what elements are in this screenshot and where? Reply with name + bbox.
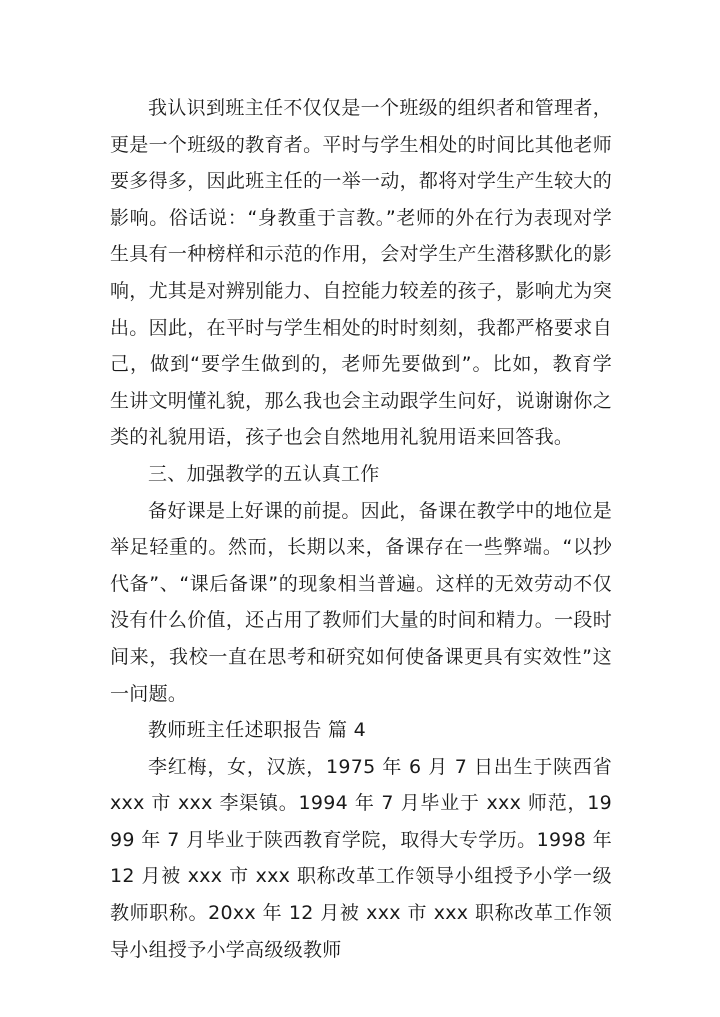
- document-page: [110, 90, 612, 968]
- section-heading-five-diligent: 三、加强教学的五认真工作: [148, 462, 380, 485]
- paragraph-teacher-role: 我认识到班主任不仅仅是一个班级的组织者和管理者，更是一个班级的教育者。平时与学生相处的时间比其他老师要多得多，因此班主任的一举一动，都将对学生产生较大的影响。俗话说：“身教重于言教。”老师的外在行为表现对学生具有一种榜样和示范的作用，会对学生产生潜移默化的影响，尤其是对辨别能力、自控能力较差的孩子，影响尤为突出。因此，在平时与学生相处的时时刻刻，我都严格要求自己，做到“要学生做到的，老师先要做到”。比如，教育学生讲文明懂礼貌，那么我也会主动跟学生问好，说谢谢你之类的礼貌用语，孩子也会自然地用礼貌用语来回答我。: [110, 97, 612, 449]
- paragraph-lesson-prep: 备好课是上好课的前提。因此，备课在教学中的地位是举足轻重的。然而，长期以来，备课存在一些弊端。“以抄代备”、“课后备课”的现象相当普遍。这样的无效劳动不仅没有什么价值，还占用了教师们大量的时间和精力。一段时间来，我校一直在思考和研究如何使备课更具有实效性”这一问题。: [110, 499, 612, 705]
- paragraph-biography: 李红梅，女，汉族，1975 年 6 月 7 日出生于陕西省 xxx 市 xxx 李渠镇。1994 年 7 月毕业于 xxx 师范，1999 年 7 月毕业于陕西教育学院，取得大专学历。1998 年 12 月被 xxx 市 xxx 职称改革工作领导小组授予小学一级教师职称。20xx 年 12 月被 xxx 市 xxx 职称改革工作领导小组授予小学高级级教师: [110, 755, 612, 961]
- report-heading-part-4: 教师班主任述职报告 篇 4: [148, 719, 367, 742]
